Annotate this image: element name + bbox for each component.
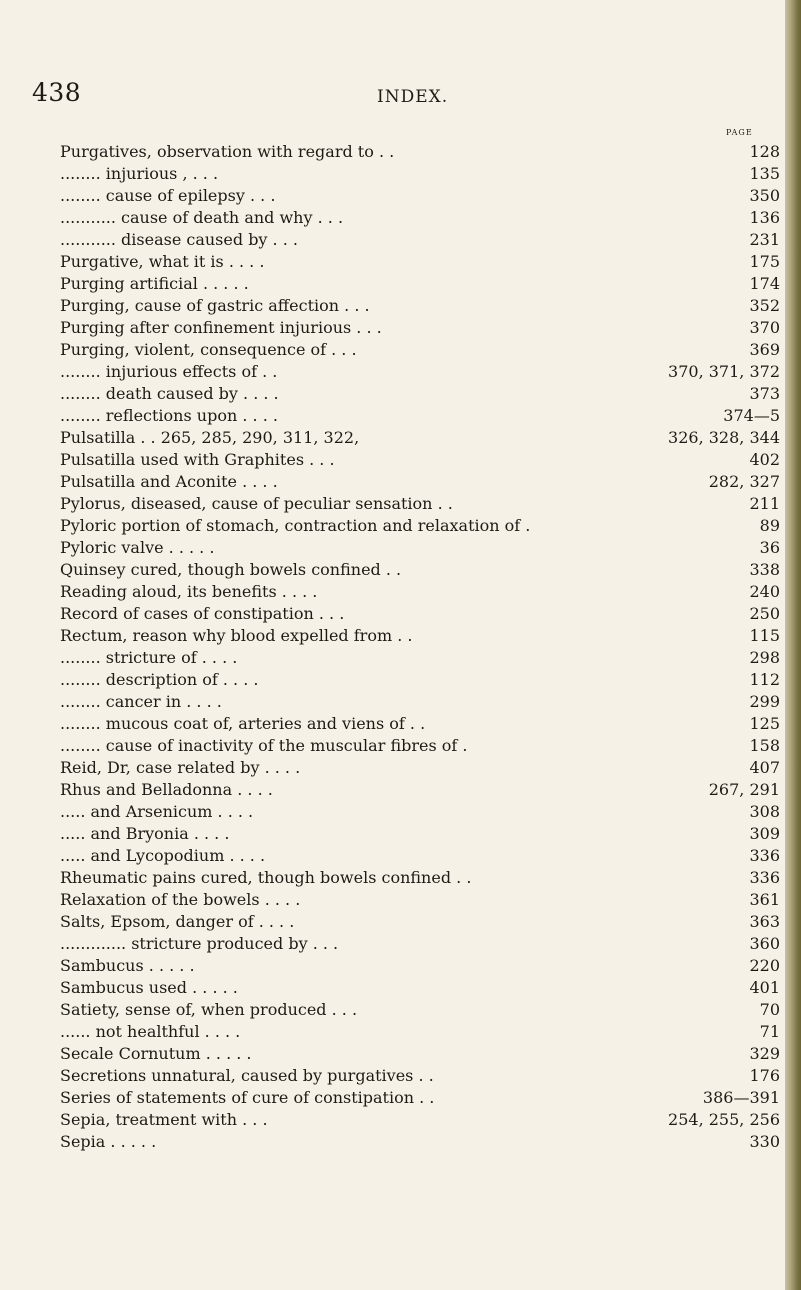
- entry-pages: 361: [749, 890, 780, 909]
- entry-text: ........... disease caused by . . .: [60, 230, 298, 249]
- index-entry: [0, 207, 780, 229]
- entry-pages: 369: [749, 340, 780, 359]
- entry-pages: 115: [749, 626, 780, 645]
- entry-pages: 299: [749, 692, 780, 711]
- entry-pages: 220: [749, 956, 780, 975]
- index-entry: [0, 1087, 780, 1109]
- entry-pages: 374—5: [723, 406, 780, 425]
- entry-text: Rectum, reason why blood expelled from . .: [60, 626, 413, 645]
- entry-pages: 136: [749, 208, 780, 227]
- entry-text: Sepia . . . . .: [60, 1132, 157, 1151]
- entry-text: Purging, cause of gastric affection . . .: [60, 296, 370, 315]
- index-entry: [0, 1065, 780, 1087]
- entry-text: Salts, Epsom, danger of . . . .: [60, 912, 295, 931]
- index-entry: [0, 361, 780, 383]
- entry-text: ............. stricture produced by . . .: [60, 934, 339, 953]
- entry-text: ...... not healthful . . . .: [60, 1022, 241, 1041]
- entry-text: Secretions unnatural, caused by purgatives . .: [60, 1066, 434, 1085]
- entry-pages: 176: [749, 1066, 780, 1085]
- entry-text: ..... and Bryonia . . . .: [60, 824, 230, 843]
- entry-text: ........ stricture of . . . .: [60, 648, 238, 667]
- entry-text: Pyloric valve . . . . .: [60, 538, 215, 557]
- index-entry: [0, 493, 780, 515]
- index-entry: [0, 735, 780, 757]
- entry-text: Purging artificial . . . . .: [60, 274, 249, 293]
- index-entry: [0, 251, 780, 273]
- entry-pages: 89: [759, 516, 780, 535]
- entry-text: Rheumatic pains cured, though bowels confined . .: [60, 868, 472, 887]
- entry-pages: 240: [749, 582, 780, 601]
- entry-pages: 336: [749, 846, 780, 865]
- entry-pages: 267, 291: [708, 780, 780, 799]
- entry-text: ........ mucous coat of, arteries and viens of . .: [60, 714, 426, 733]
- entry-pages: 350: [749, 186, 780, 205]
- entry-pages: 370: [749, 318, 780, 337]
- entry-pages: 231: [749, 230, 780, 249]
- entry-text: ........ description of . . . .: [60, 670, 259, 689]
- entry-text: ........ injurious , . . .: [60, 164, 219, 183]
- entry-text: Purgatives, observation with regard to . .: [60, 142, 395, 161]
- entry-pages: 298: [749, 648, 780, 667]
- index-entry: [0, 889, 780, 911]
- entry-pages: 36: [759, 538, 780, 557]
- entry-text: Pulsatilla and Aconite . . . .: [60, 472, 278, 491]
- index-entry: [0, 339, 780, 361]
- entry-pages: 329: [749, 1044, 780, 1063]
- page-column-label: PAGE: [726, 128, 753, 137]
- entry-pages: 125: [749, 714, 780, 733]
- index-entry: [0, 801, 780, 823]
- index-entry: [0, 845, 780, 867]
- index-entry: [0, 933, 780, 955]
- entry-text: ..... and Lycopodium . . . .: [60, 846, 266, 865]
- index-entry: [0, 691, 780, 713]
- entry-pages: 363: [749, 912, 780, 931]
- entry-text: Purging, violent, consequence of . . .: [60, 340, 357, 359]
- index-entry: [0, 867, 780, 889]
- entry-pages: 401: [749, 978, 780, 997]
- entry-pages: 336: [749, 868, 780, 887]
- index-entry: [0, 779, 780, 801]
- index-entry: [0, 471, 780, 493]
- entry-text: ........ injurious effects of . .: [60, 362, 278, 381]
- entry-text: Secale Cornutum . . . . .: [60, 1044, 252, 1063]
- page-number: 438: [32, 78, 82, 107]
- index-entry: [0, 405, 780, 427]
- index-entry: [0, 911, 780, 933]
- page-edge-shadow: [785, 0, 801, 1290]
- index-entry: [0, 515, 780, 537]
- entry-pages: 158: [749, 736, 780, 755]
- index-entry: [0, 317, 780, 339]
- entry-text: Pulsatilla . . 265, 285, 290, 311, 322,: [60, 428, 360, 447]
- entry-text: Reid, Dr, case related by . . . .: [60, 758, 301, 777]
- index-entry: [0, 141, 780, 163]
- entry-pages: 330: [749, 1132, 780, 1151]
- entry-text: Pulsatilla used with Graphites . . .: [60, 450, 335, 469]
- entry-text: Pylorus, diseased, cause of peculiar sensation . .: [60, 494, 453, 513]
- index-entry: [0, 603, 780, 625]
- index-entry: [0, 427, 780, 449]
- entry-pages: 308: [749, 802, 780, 821]
- index-entry: [0, 295, 780, 317]
- index-entry: [0, 1109, 780, 1131]
- index-entry: [0, 581, 780, 603]
- entry-pages: 402: [749, 450, 780, 469]
- entry-pages: 174: [749, 274, 780, 293]
- entry-text: ........ reflections upon . . . .: [60, 406, 278, 425]
- index-entry: [0, 1043, 780, 1065]
- entry-pages: 338: [749, 560, 780, 579]
- entry-pages: 112: [749, 670, 780, 689]
- entry-pages: 70: [759, 1000, 780, 1019]
- index-entry: [0, 163, 780, 185]
- index-entry: [0, 273, 780, 295]
- entry-text: Record of cases of constipation . . .: [60, 604, 345, 623]
- entry-text: Relaxation of the bowels . . . .: [60, 890, 301, 909]
- page-title: INDEX.: [377, 87, 449, 107]
- entry-text: Sambucus used . . . . .: [60, 978, 238, 997]
- entry-text: ........ death caused by . . . .: [60, 384, 279, 403]
- index-entry: [0, 559, 780, 581]
- index-entry: [0, 449, 780, 471]
- entry-text: Quinsey cured, though bowels confined . .: [60, 560, 402, 579]
- index-entry: [0, 713, 780, 735]
- entry-text: Satiety, sense of, when produced . . .: [60, 1000, 358, 1019]
- entry-pages: 175: [749, 252, 780, 271]
- index-entry: [0, 1131, 780, 1153]
- index-entry: [0, 1021, 780, 1043]
- entry-pages: 71: [759, 1022, 780, 1041]
- entry-pages: 282, 327: [708, 472, 780, 491]
- entry-pages: 309: [749, 824, 780, 843]
- index-entry: [0, 999, 780, 1021]
- entry-text: Sepia, treatment with . . .: [60, 1110, 268, 1129]
- index-entry: [0, 625, 780, 647]
- entry-text: ........ cause of inactivity of the muscular fibres of .: [60, 736, 468, 755]
- index-entry: [0, 185, 780, 207]
- entry-text: ........... cause of death and why . . .: [60, 208, 344, 227]
- entry-pages: 360: [749, 934, 780, 953]
- entry-pages: 211: [749, 494, 780, 513]
- entry-text: ..... and Arsenicum . . . .: [60, 802, 254, 821]
- entry-text: ........ cause of epilepsy . . .: [60, 186, 276, 205]
- entry-text: Purgative, what it is . . . .: [60, 252, 265, 271]
- entry-text: Pyloric portion of stomach, contraction and relaxation of .: [60, 516, 531, 535]
- entry-pages: 373: [749, 384, 780, 403]
- index-entry: [0, 647, 780, 669]
- index-entry: [0, 383, 780, 405]
- entry-pages: 370, 371, 372: [668, 362, 780, 381]
- entry-pages: 386—391: [702, 1088, 780, 1107]
- entry-pages: 250: [749, 604, 780, 623]
- entry-text: Reading aloud, its benefits . . . .: [60, 582, 318, 601]
- entry-text: Series of statements of cure of constipation . .: [60, 1088, 435, 1107]
- index-entry: [0, 229, 780, 251]
- entry-pages: 407: [749, 758, 780, 777]
- entry-pages: 352: [749, 296, 780, 315]
- entry-text: Sambucus . . . . .: [60, 956, 195, 975]
- index-entry: [0, 955, 780, 977]
- entry-pages: 128: [749, 142, 780, 161]
- entry-pages: 254, 255, 256: [668, 1110, 780, 1129]
- index-entry: [0, 977, 780, 999]
- entry-pages: 135: [749, 164, 780, 183]
- entry-text: ........ cancer in . . . .: [60, 692, 222, 711]
- entry-text: Rhus and Belladonna . . . .: [60, 780, 273, 799]
- index-entry: [0, 757, 780, 779]
- index-entry: [0, 669, 780, 691]
- index-entry: [0, 823, 780, 845]
- entry-text: Purging after confinement injurious . . .: [60, 318, 382, 337]
- entry-pages: 326, 328, 344: [668, 428, 780, 447]
- index-entry: [0, 537, 780, 559]
